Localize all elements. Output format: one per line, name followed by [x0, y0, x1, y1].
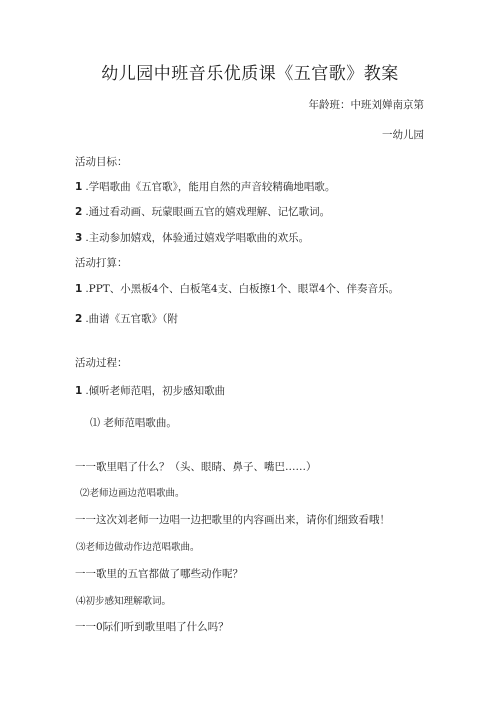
process-number: 1 [75, 385, 83, 397]
school-line: 一幼儿园 [382, 129, 424, 141]
question-1: 一一歌里唱了什么？（头、眼睛、鼻子、嘴巴……） [75, 461, 317, 473]
prep-item-1 [75, 282, 399, 296]
prep-number: 1 [75, 283, 83, 295]
prep-text: .PPT、小黑板4个、白板笔4支、白板擦1个、眼罩4个、伴奏音乐。 [85, 283, 400, 295]
sub-step-4: ⑷初步感知理解歌词。 [76, 596, 172, 607]
sub-step-1 [90, 416, 177, 431]
grade-line: 年龄班：中班刘婵南京第 [308, 99, 424, 111]
goal-number: 2 [75, 206, 83, 218]
goals-heading: 活动目标： [75, 156, 128, 168]
sub-step-text: 老师范唱歌曲。 [103, 417, 177, 429]
question-3: 一一歌里的五官都做了哪些动作呢？ [75, 568, 243, 580]
prep-heading: 活动打算： [75, 257, 128, 269]
question-2: 一一这次刘老师一边唱一边把歌里的内容画出来，请你们细致看哦！ [75, 514, 390, 526]
sub-step-3: ⑶老师边做动作边范唱歌曲。 [76, 542, 200, 553]
goal-text: .学唱歌曲《五官歌》，能用自然的声音较精确地唱歌。 [85, 181, 336, 193]
prep-item-2 [75, 312, 178, 326]
process-step-1 [75, 384, 225, 398]
goal-item-1 [75, 180, 335, 194]
prep-text: .曲谱《五官歌》（附 [85, 313, 178, 325]
goal-text: .通过看动画、玩蒙眼画五官的嬉戏理解、记忆歌词。 [85, 206, 331, 218]
sub-step-2: ⑵老师边画边范唱歌曲。 [80, 488, 185, 499]
goal-text: .主动参加嬉戏，体验通过嬉戏学唱歌曲的欢乐。 [85, 232, 310, 244]
question-4: 一一0际们听到歌里唱了什么吗？ [75, 621, 229, 633]
goal-item-3 [75, 231, 309, 245]
document-title: 幼儿园中班音乐优质课《五官歌》教案 [101, 64, 399, 84]
process-heading: 活动过程： [75, 357, 128, 369]
goal-number: 3 [75, 232, 83, 244]
sub-step-marker: ⑴ [90, 418, 100, 429]
prep-number: 2 [75, 313, 83, 325]
process-text: .倾听老师范唱，初步感知歌曲 [85, 385, 226, 397]
goal-number: 1 [75, 181, 83, 193]
goal-item-2 [75, 205, 330, 219]
